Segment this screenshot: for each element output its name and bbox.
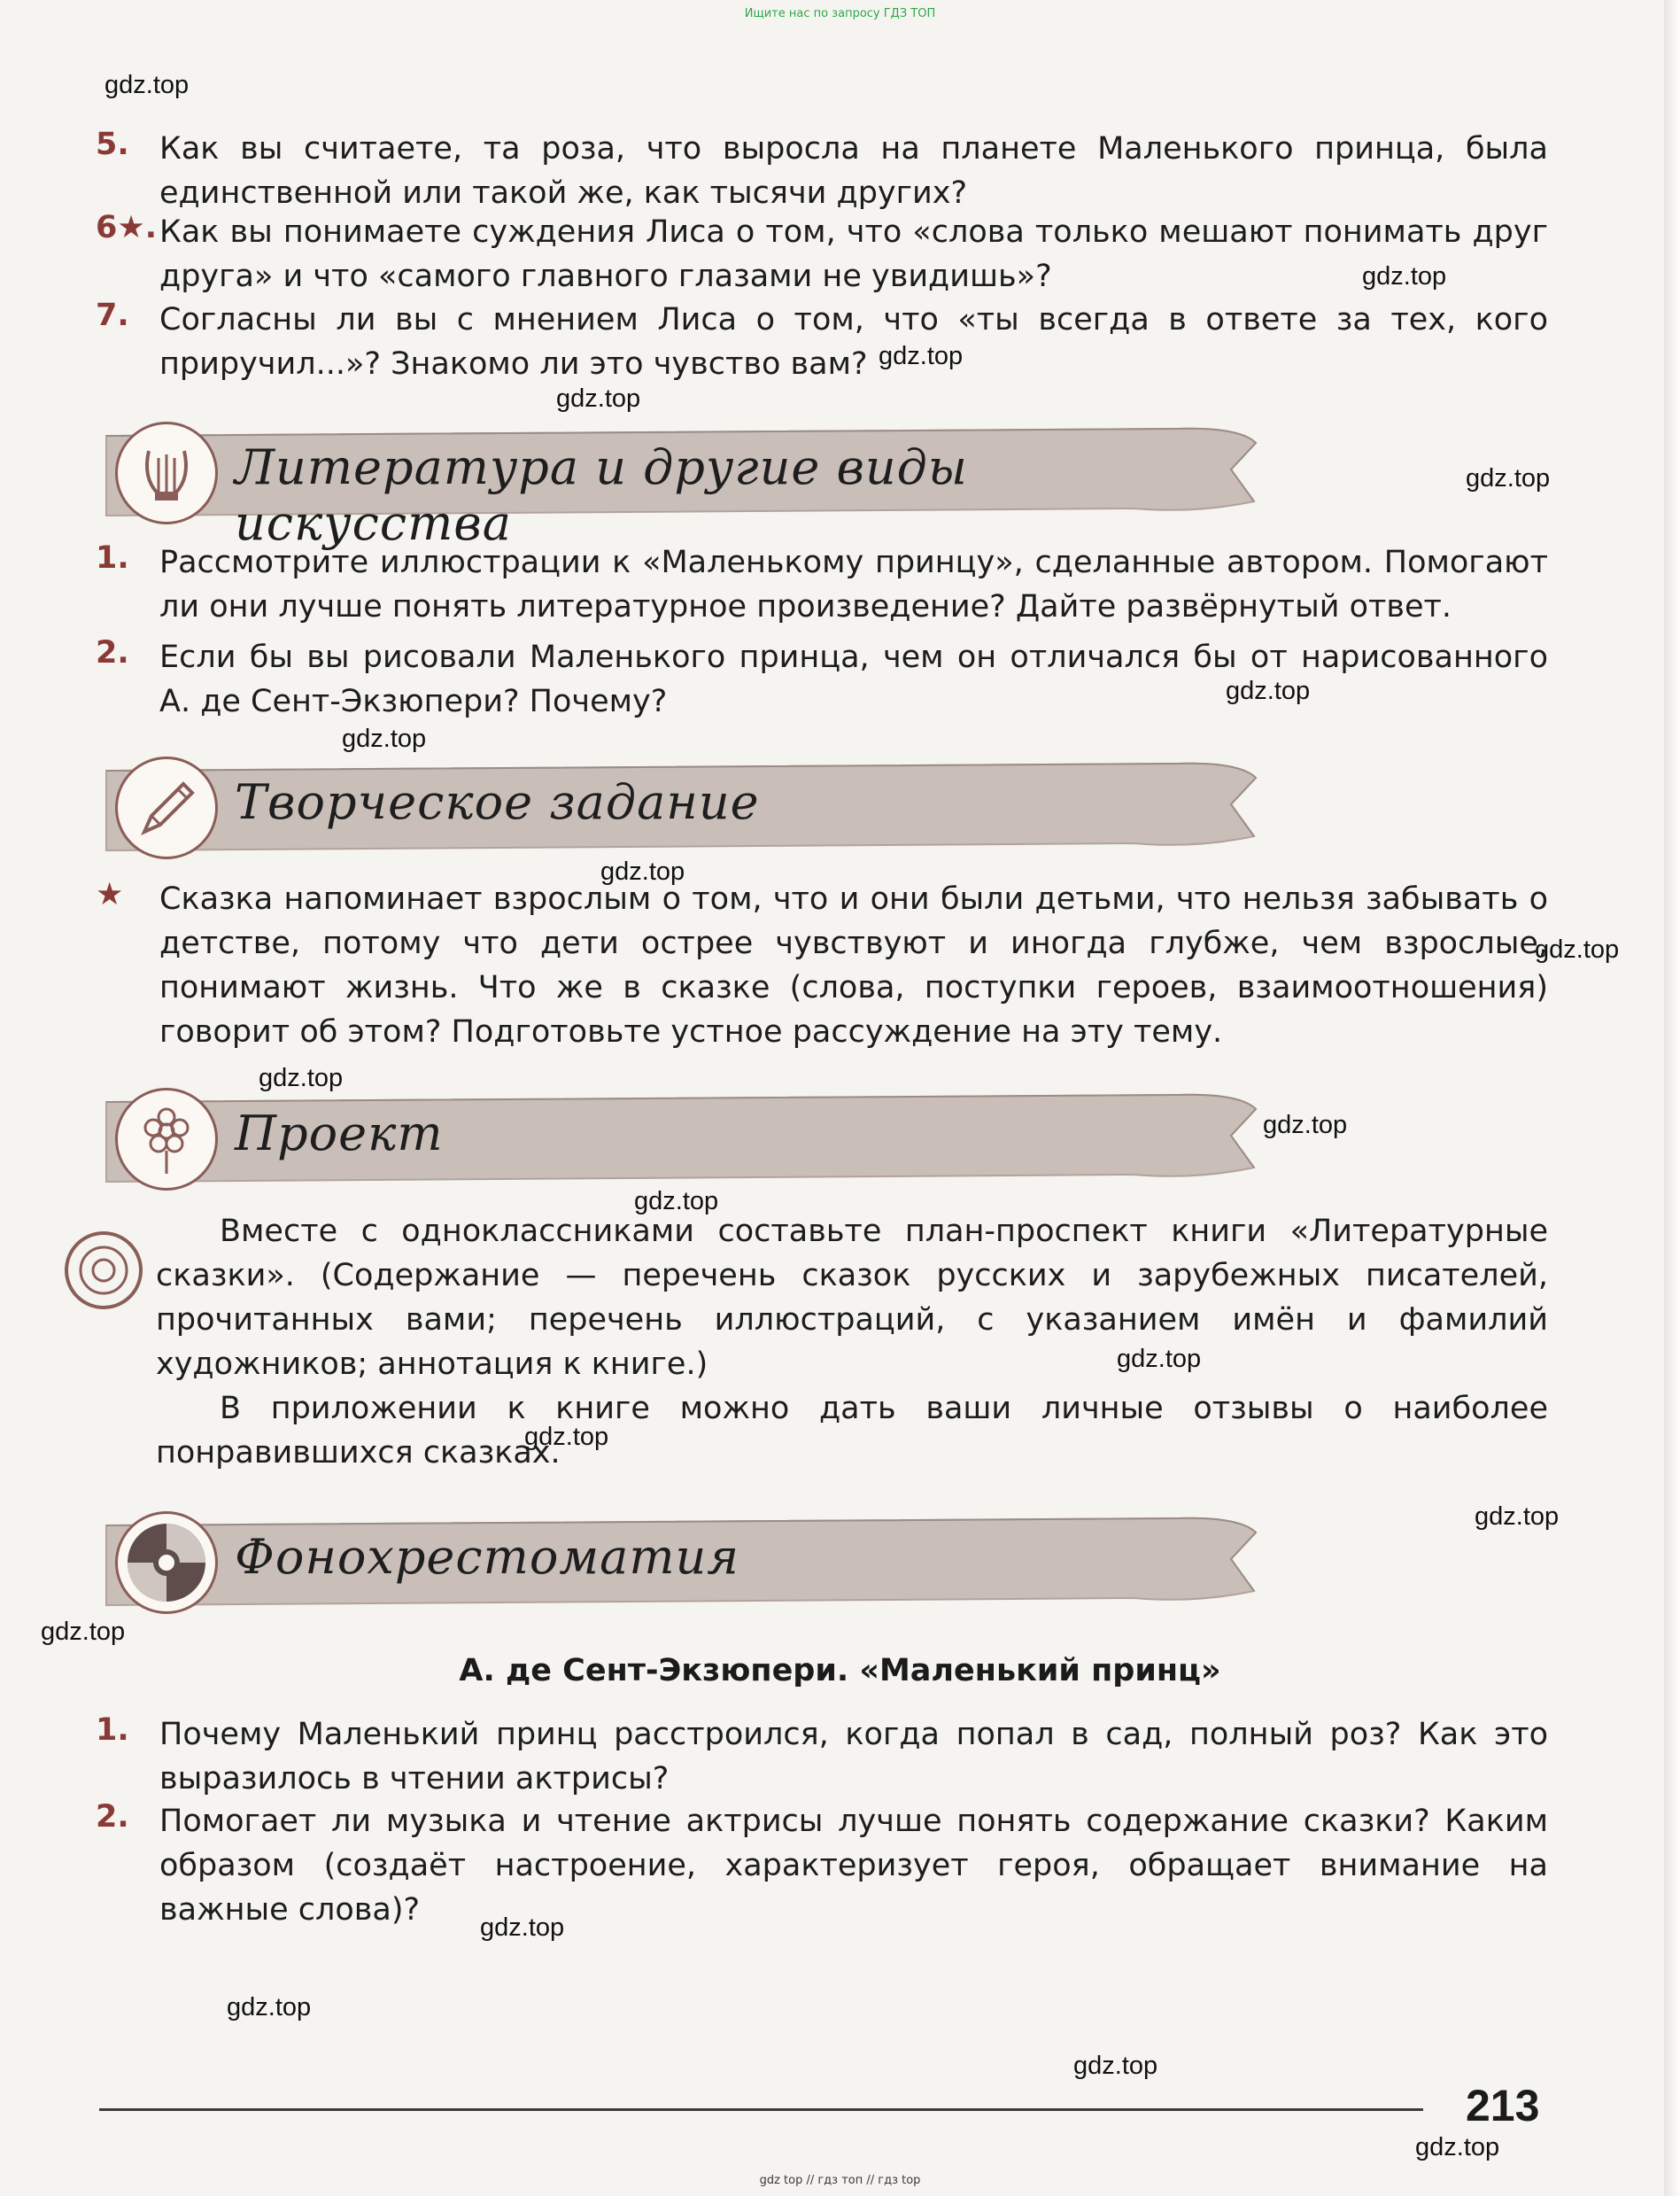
- watermark: gdz.top: [480, 1913, 565, 1942]
- question-text: Рассмотрите иллюстрации к «Маленькому принцу», сделанные автором. Помогают ли они лучше понять литературное произведение? Дайте развёрнутый ответ.: [159, 545, 1548, 625]
- section-title: Литература и другие виды искусства: [235, 439, 968, 551]
- watermark: gdz.top: [1475, 1502, 1560, 1531]
- question-number: 1.: [96, 540, 129, 576]
- project-paragraph-2: [96, 1386, 1548, 1475]
- section-banner-art: [89, 416, 1258, 551]
- flower-icon: [115, 1088, 218, 1191]
- question-5: [96, 127, 1548, 215]
- disc-icon: [115, 1511, 218, 1614]
- watermark: gdz.top: [600, 857, 685, 886]
- page-edge-shadow: [1664, 0, 1680, 2196]
- lyre-icon: [115, 422, 218, 524]
- audio-question-1: [96, 1712, 1548, 1801]
- question-7: [96, 298, 1548, 386]
- watermark: gdz.top: [1117, 1345, 1202, 1373]
- project-text: В приложении к книге можно дать ваши личные отзывы о наиболее понравившихся сказках.: [156, 1391, 1548, 1470]
- question-text: Почему Маленький принц расстроился, когда попал в сад, полный роз? Как это выразилось в чтении актрисы?: [159, 1717, 1548, 1796]
- question-text: Как вы понимаете суждения Лиса о том, что «слова только мешают понимать друг друга» и что «самого главного глазами не увидишь»?: [159, 214, 1548, 294]
- question-text: Как вы считаете, та роза, что выросла на планете Маленького принца, была единственной или такой же, как тысячи других?: [159, 131, 1548, 211]
- footer-rule: [99, 2108, 1423, 2111]
- watermark: gdz.top: [634, 1187, 719, 1215]
- watermark: gdz.top: [556, 384, 641, 413]
- star-marker: ★: [96, 877, 124, 912]
- watermark: gdz.top: [1466, 464, 1551, 493]
- section-banner-project: [89, 1082, 1258, 1187]
- project-text: Вместе с одноклассниками составьте план-проспект книги «Литературные сказки». (Содержание — перечень сказок русских и зарубежных писателей, прочитанных вами; перечень иллюстраций, с указанием имён и фамилий художников; аннотация к книге.): [156, 1214, 1548, 1382]
- question-number: 2.: [96, 635, 129, 671]
- watermark: gdz.top: [1073, 2052, 1158, 2080]
- section-title: Фонохрестоматия: [235, 1529, 740, 1585]
- audio-subheading: А. де Сент-Экзюпери. «Маленький принц»: [459, 1653, 1221, 1688]
- art-question-2: [96, 635, 1548, 724]
- watermark: gdz.top: [1362, 262, 1447, 291]
- question-text: Согласны ли вы с мнением Лиса о том, что «ты всегда в ответе за тех, кого приручил...»? Знакомо ли это чувство вам?: [159, 302, 1548, 382]
- section-banner-audio: [89, 1506, 1258, 1610]
- watermark: gdz.top: [41, 1618, 126, 1646]
- top-note: Ищите нас по запросу ГДЗ ТОП: [744, 7, 936, 20]
- pencil-icon: [115, 757, 218, 859]
- watermark: gdz.top: [1535, 935, 1620, 964]
- creative-task: [96, 877, 1548, 1054]
- section-title: Творческое задание: [235, 774, 760, 830]
- section-title: Проект: [235, 1106, 444, 1161]
- question-number: 1.: [96, 1712, 129, 1748]
- watermark: gdz.top: [342, 725, 427, 753]
- watermark: gdz.top: [1415, 2133, 1500, 2161]
- bottom-note: gdz top // гдз топ // гдз top: [759, 2174, 921, 2187]
- watermark: gdz.top: [1226, 677, 1311, 705]
- watermark: gdz.top: [227, 1993, 312, 2021]
- question-number: 7.: [96, 298, 129, 333]
- art-question-1: [96, 540, 1548, 629]
- question-number: 6★.: [96, 210, 158, 245]
- watermark: gdz.top: [1263, 1111, 1348, 1139]
- question-text: Если бы вы рисовали Маленького принца, чем он отличался бы от нарисованного А. де Сент-Экзюпери? Почему?: [159, 640, 1548, 719]
- watermark: gdz.top: [259, 1064, 344, 1092]
- watermark: gdz.top: [105, 71, 190, 99]
- creative-task-text: Сказка напоминает взрослым о том, что и они были детьми, что нельзя забывать о детстве, потому что дети острее чувствуют и иногда глубже, чем взрослые, понимают жизнь. Что же в сказке (слова, поступки героев, взаимоотношения) говорит об этом? Подготовьте устное рассуждение на эту тему.: [159, 881, 1548, 1050]
- section-banner-creative: [89, 751, 1258, 856]
- watermark: gdz.top: [879, 342, 964, 370]
- question-number: 2.: [96, 1799, 129, 1835]
- audio-question-2: [96, 1799, 1548, 1932]
- question-6: [96, 210, 1548, 299]
- page-number: 213: [1466, 2081, 1540, 2130]
- question-number: 5.: [96, 127, 129, 162]
- watermark: gdz.top: [524, 1423, 609, 1451]
- question-text: Помогает ли музыка и чтение актрисы лучше понять содержание сказки? Каким образом (создаёт настроение, характеризует героя, обращает внимание на важные слова)?: [159, 1804, 1548, 1928]
- project-paragraph-1: [96, 1209, 1548, 1386]
